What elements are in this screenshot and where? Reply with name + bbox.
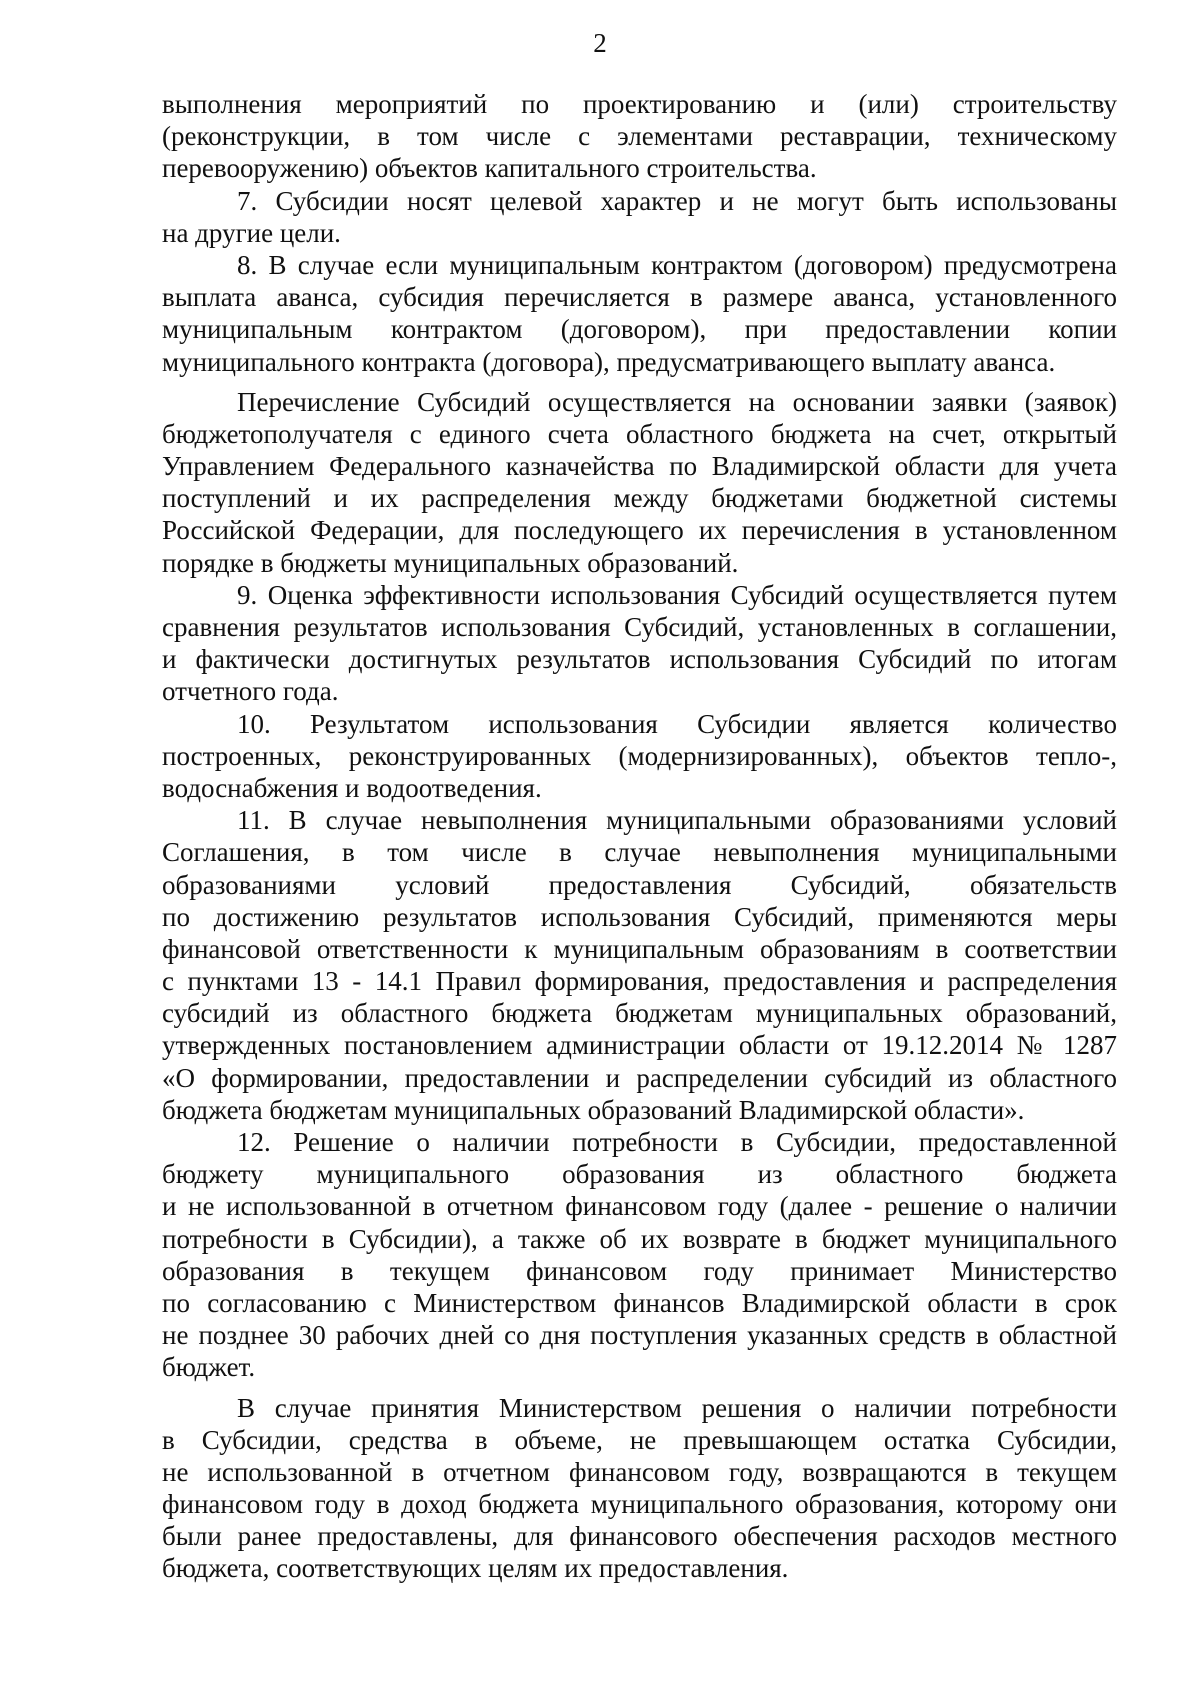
text-line: были ранее предоставлены, для финансового обеспечения расходов местного (162, 1521, 1117, 1552)
text-line: в Субсидии, средства в объеме, не превышающем остатка Субсидии, (162, 1424, 1117, 1455)
text-line: 9. Оценка эффективности использования Субсидий осуществляется путем (237, 579, 1117, 610)
text-line: «О формировании, предоставлении и распределении субсидий из областного (162, 1062, 1117, 1093)
text-line: В случае принятия Министерством решения о наличии потребности (237, 1392, 1117, 1423)
text-line: финансовой ответственности к муниципальным образованиям в соответствии (162, 933, 1117, 964)
text-line: 11. В случае невыполнения муниципальными образованиями условий (237, 805, 1117, 836)
text-line: бюджета бюджетам муниципальных образований Владимирской области». (162, 1094, 1025, 1125)
text-line: не позднее 30 рабочих дней со дня поступления указанных средств в областной (162, 1320, 1117, 1351)
text-line: по достижению результатов использования Субсидий, применяются меры (162, 901, 1117, 932)
text-line: муниципального контракта (договора), предусматривающего выплату аванса. (162, 346, 1056, 377)
text-line: бюджет. (162, 1352, 256, 1383)
text-line: порядке в бюджеты муниципальных образований. (162, 547, 739, 578)
text-line: по согласованию с Министерством финансов Владимирской области в срок (162, 1287, 1117, 1318)
text-line: утвержденных постановлением администрации области от 19.12.2014 № 1287 (162, 1030, 1117, 1061)
paragraph-gap (162, 378, 1117, 386)
text-line: образования в текущем финансовом году принимает Министерство (162, 1255, 1117, 1286)
paragraph-gap (162, 1384, 1117, 1392)
document-body (162, 88, 1117, 1585)
text-line: построенных, реконструированных (модернизированных), объектов тепло-, (162, 740, 1117, 771)
page-number: 2 (593, 28, 607, 58)
text-line: бюджету муниципального образования из областного бюджета (162, 1159, 1117, 1190)
text-line: субсидий из областного бюджета бюджетам муниципальных образований, (162, 998, 1117, 1029)
text-line: поступлений и их распределения между бюджетами бюджетной системы (162, 483, 1117, 514)
text-line: с пунктами 13 - 14.1 Правил формирования, предоставления и распределения (162, 966, 1117, 997)
text-line: на другие цели. (162, 217, 341, 248)
text-line: 10. Результатом использования Субсидии является количество (237, 708, 1117, 739)
text-line: выполнения мероприятий по проектированию и (или) строительству (162, 89, 1117, 119)
text-line: потребности в Субсидии), а также об их возврате в бюджет муниципального (162, 1223, 1117, 1254)
text-line: сравнения результатов использования Субсидий, установленных в соглашении, (162, 612, 1117, 642)
text-line: отчетного года. (162, 676, 339, 707)
text-line: бюджетополучателя с единого счета областного бюджета на счет, открытый (162, 418, 1117, 449)
text-line: 8. В случае если муниципальным контрактом (договором) предусмотрена (237, 249, 1117, 280)
text-line: 7. Субсидии носят целевой характер и не могут быть использованы (237, 185, 1117, 216)
text-line: финансовом году в доход бюджета муниципального образования, которому они (162, 1489, 1117, 1520)
text-line: (реконструкции, в том числе с элементами реставрации, техническому (162, 121, 1117, 152)
text-line: образованиями условий предоставления Субсидий, обязательств (162, 869, 1117, 900)
text-line: 12. Решение о наличии потребности в Субсидии, предоставленной (237, 1127, 1117, 1157)
text-line: Соглашения, в том числе в случае невыполнения муниципальными (162, 837, 1117, 868)
text-line: муниципальным контрактом (договором), при предоставлении копии (162, 314, 1117, 345)
text-line: бюджета, соответствующих целям их предоставления. (162, 1553, 789, 1584)
text-line: Управлением Федерального казначейства по Владимирской области для учета (162, 451, 1117, 482)
text-line: не использованной в отчетном финансовом году, возвращаются в текущем (162, 1456, 1117, 1487)
text-line: и не использованной в отчетном финансовом году (далее - решение о наличии (162, 1191, 1117, 1222)
text-line: выплата аванса, субсидия перечисляется в размере аванса, установленного (162, 282, 1117, 313)
text-line: водоснабжения и водоотведения. (162, 772, 542, 803)
text-line: Российской Федерации, для последующего их перечисления в установленном (162, 515, 1117, 546)
text-line: Перечисление Субсидий осуществляется на основании заявки (заявок) (237, 386, 1117, 417)
text-line: и фактически достигнутых результатов использования Субсидий по итогам (162, 644, 1117, 675)
text-line: перевооружению) объектов капитального строительства. (162, 153, 817, 184)
